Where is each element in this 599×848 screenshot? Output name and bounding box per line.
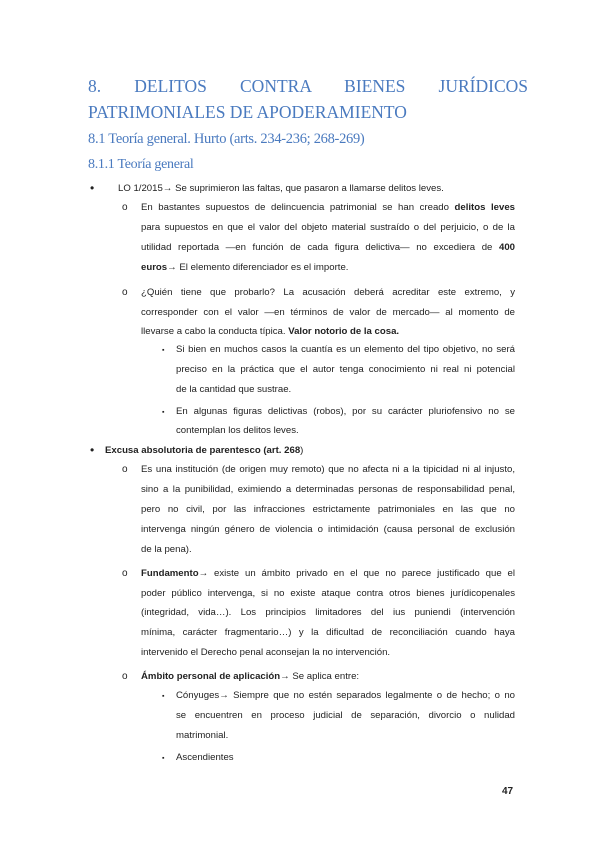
paragraph-line: Fundamento→ existe un ámbito privado en el que no parece justificado que el <box>141 568 515 579</box>
paragraph-line: En algunas figuras delictivas (robos), por su carácter pluriofensivo no se <box>176 406 515 417</box>
paragraph-line: Ámbito personal de aplicación→ Se aplica entre: <box>141 671 360 682</box>
page-number: 47 <box>502 786 514 797</box>
paragraph-line: se encuentren en proceso judicial de separación, divorcio o nulidad <box>176 710 515 721</box>
paragraph-line: intervenga ningún género de violencia o intimidación (causa personal de exclusión <box>141 524 515 535</box>
circle-marker: o <box>122 671 128 682</box>
paragraph-line: mínima, carácter fragmentario…) y la dificultad de reconciliación cuando haya <box>141 627 515 638</box>
paragraph-line: LO 1/2015→ Se suprimieron las faltas, que pasaron a llamarse delitos leves. <box>118 183 444 194</box>
paragraph-line: (integridad, vida…). Los principios limitadores del ius puniendi (intervención <box>141 607 515 618</box>
square-marker: ▪ <box>162 347 165 354</box>
paragraph-line: Ascendientes <box>176 752 234 763</box>
square-marker: ▪ <box>162 693 165 700</box>
paragraph-line: poder público intervenga, si no existe ataque contra otros bienes jurídicopenales <box>141 588 515 599</box>
paragraph-line: Cónyuges→ Siempre que no estén separados legalmente o de hecho; o no <box>176 690 515 701</box>
paragraph-line: contemplan los delitos leves. <box>176 425 299 436</box>
paragraph-line: intervenido el Derecho penal aconsejan la no intervención. <box>141 647 391 658</box>
paragraph-line: Excusa absolutoria de parentesco (art. 268) <box>105 445 304 456</box>
square-marker: ▪ <box>162 755 165 762</box>
paragraph-line: utilidad reportada —en función de cada figura delictiva— no excediera de 400 <box>141 242 515 253</box>
section-heading: 8.1 Teoría general. Hurto (arts. 234-236; 268-269) <box>88 131 365 147</box>
circle-marker: o <box>122 464 128 475</box>
paragraph-line: pero no civil, por las infracciones estrictamente patrimoniales en las que no <box>141 504 515 515</box>
bullet-marker: • <box>90 443 95 457</box>
paragraph-line: preciso en la práctica que el autor tenga conocimiento ni real ni potencial <box>176 364 515 375</box>
paragraph-line: Si bien en muchos casos la cuantía es un elemento del tipo objetivo, no será <box>176 344 515 355</box>
paragraph-line: Es una institución (de origen muy remoto) que no afecta ni a la tipicidad ni al injusto, <box>141 464 515 475</box>
subsection-heading: 8.1.1 Teoría general <box>88 157 194 172</box>
square-marker: ▪ <box>162 409 165 416</box>
paragraph-line: de la pena). <box>141 544 192 555</box>
circle-marker: o <box>122 287 128 298</box>
circle-marker: o <box>122 202 128 213</box>
paragraph-line: ¿Quién tiene que probarlo? La acusación deberá acreditar este extremo, y <box>141 287 515 298</box>
paragraph-line: corresponder con el valor —en términos de valor de mercado— al momento de <box>141 307 515 318</box>
paragraph-line: euros→ El elemento diferenciador es el importe. <box>141 262 349 273</box>
paragraph-line: para supuestos en que el valor del objeto material sustraído o del perjuicio, o de la <box>141 222 515 233</box>
bullet-marker: • <box>90 181 95 195</box>
paragraph-line: llevarse a cabo la conducta típica. Valor notorio de la cosa. <box>141 326 400 337</box>
paragraph-line: En bastantes supuestos de delincuencia patrimonial se han creado delitos leves <box>141 202 516 213</box>
paragraph-line: sino a la punibilidad, eximiendo a determinadas personas de responsabilidad penal, <box>141 484 515 495</box>
circle-marker: o <box>122 568 128 579</box>
paragraph-line: matrimonial. <box>176 730 229 741</box>
chapter-heading: 8. DELITOS CONTRA BIENES JURÍDICOS PATRIMONIALES DE APODERAMIENTO <box>88 76 528 122</box>
paragraph-line: de la cantidad que sustrae. <box>176 384 292 395</box>
